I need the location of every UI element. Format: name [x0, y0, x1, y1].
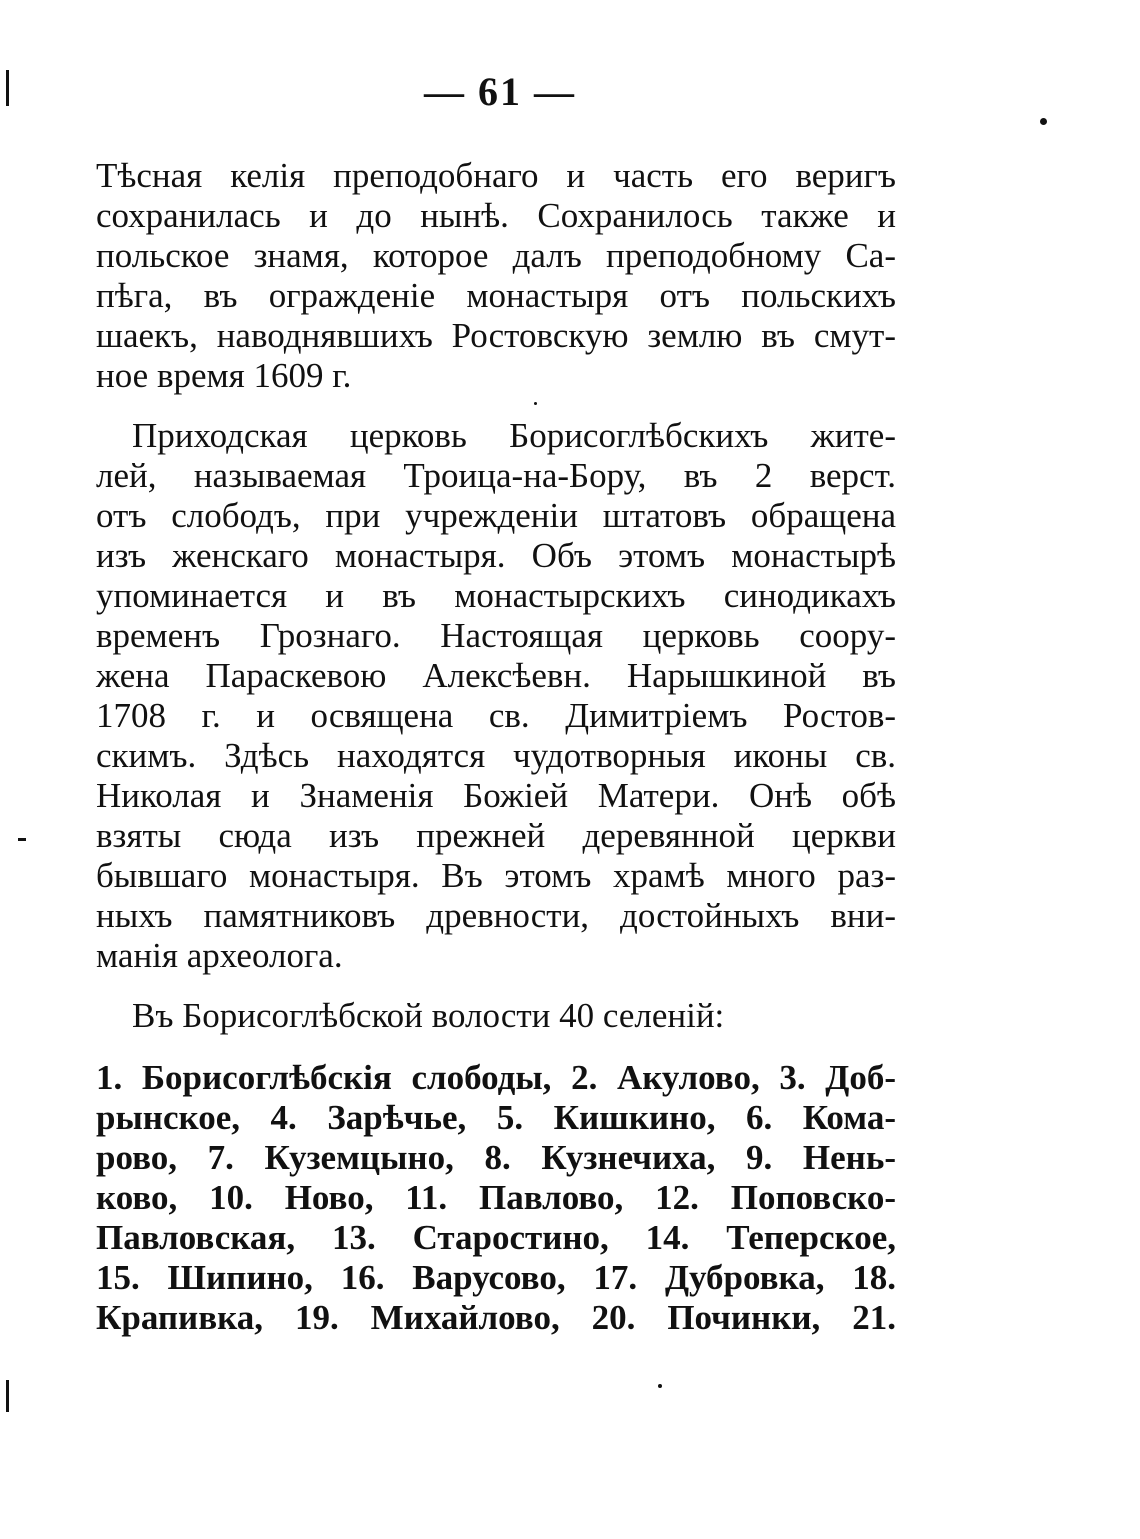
scan-speck	[534, 402, 537, 405]
text-line: Павловская, 13. Старостино, 14. Теперское,	[96, 1218, 896, 1257]
text-line: лей, называемая Троица-на-Бору, въ 2 верст.	[96, 456, 896, 495]
text-line: шаекъ, наводнявшихъ Ростовскую землю въ смут-	[96, 316, 896, 355]
text-line: рово, 7. Куземцыно, 8. Кузнечиха, 9. Нень-	[96, 1138, 896, 1177]
text-line: жена Параскевою Алексѣевн. Нарышкиной въ	[96, 656, 896, 695]
scan-mark	[6, 70, 9, 106]
text-line: польское знамя, которое далъ преподобному Са-	[96, 236, 896, 275]
scan-mark	[6, 1380, 9, 1412]
paragraph-cell-relics	[96, 156, 896, 396]
text-line: ныхъ памятниковъ древности, достойныхъ вни-	[96, 896, 896, 935]
text-line: 1708 г. и освящена св. Димитріемъ Ростов-	[96, 696, 896, 735]
text-line: взяты сюда изъ прежней деревянной церкви	[96, 816, 896, 855]
text-line: 1. Борисоглѣбскія слободы, 2. Акулово, 3. Доб-	[96, 1058, 896, 1097]
text-line: изъ женскаго монастыря. Объ этомъ монастырѣ	[96, 536, 896, 575]
text-line: Тѣсная келія преподобнаго и часть его веригъ	[96, 156, 896, 195]
text-line: Приходская церковь Борисоглѣбскихъ жите-	[132, 416, 896, 455]
text-line: сохранилась и до нынѣ. Сохранилось также и	[96, 196, 896, 235]
text-line: ное время 1609 г.	[96, 356, 352, 395]
text-line: пѣга, въ огражденіе монастыря отъ польскихъ	[96, 276, 896, 315]
page-number: — 61 —	[424, 69, 576, 114]
text-line: Николая и Знаменія Божіей Матери. Онѣ обѣ	[96, 776, 896, 815]
text-line: ково, 10. Ново, 11. Павлово, 12. Поповско-	[96, 1178, 896, 1217]
paragraph-volost-heading	[96, 996, 896, 1036]
text-line: Крапивка, 19. Михайлово, 20. Починки, 21.	[96, 1298, 896, 1337]
text-line: упоминается и въ монастырскихъ синодикахъ	[96, 576, 896, 615]
scan-speck	[658, 1384, 662, 1388]
paragraph-village-list	[96, 1058, 896, 1338]
text-line: бывшаго монастыря. Въ этомъ храмѣ много раз-	[96, 856, 896, 895]
scan-speck	[1040, 118, 1047, 125]
text-line: Въ Борисоглѣбской волости 40 селеній:	[132, 996, 725, 1035]
scan-speck	[18, 838, 26, 841]
text-line: рынское, 4. Зарѣчье, 5. Кишкино, 6. Кома-	[96, 1098, 896, 1137]
text-line: манія археолога.	[96, 936, 343, 975]
text-line: временъ Грознаго. Настоящая церковь соору-	[96, 616, 896, 655]
text-line: скимъ. Здѣсь находятся чудотворныя иконы св.	[96, 736, 896, 775]
text-line: 15. Шипино, 16. Варусово, 17. Дубровка, 18.	[96, 1258, 896, 1297]
paragraph-parish-church	[96, 416, 896, 976]
text-line: отъ слободъ, при учрежденіи штатовъ обращена	[96, 496, 896, 535]
